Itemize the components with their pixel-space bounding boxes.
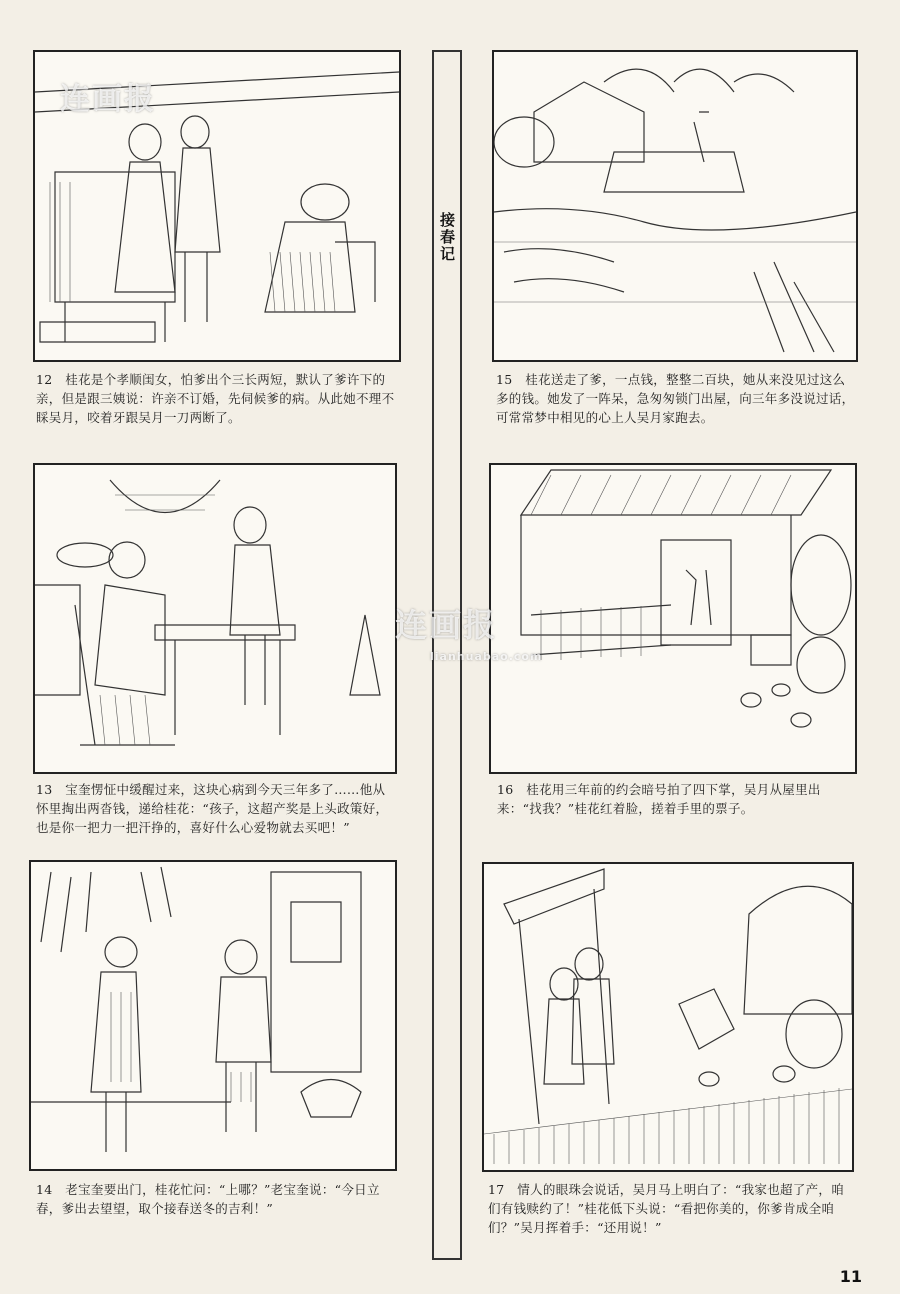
- watermark-url: lianhuabao.com: [430, 650, 543, 663]
- caption-15: 15 桂花送走了爹，一点钱，整整二百块，她从来没见过这么多的钱。她发了一阵呆，急匆匆锁门出屋，向三年多没说过话，可常常梦中相见的心上人吴月家跑去。: [496, 372, 855, 425]
- panel-17-illustration: [484, 864, 852, 1170]
- watermark-text-center: 连画报: [395, 606, 498, 644]
- comic-panel-16: [489, 463, 857, 774]
- caption-16: 16 桂花用三年前的约会暗号拍了四下掌，吴月从屋里出来：“找我？”桂花红着脸，搓着手里的票子。: [497, 782, 821, 816]
- caption-17: 17 情人的眼珠会说话，吴月马上明白了：“我家也超了产，咱们有钱赎约了！”桂花低下头说：“看把你美的，你爹肯成全咱们？”吴月挥着手：“还用说！”: [488, 1182, 844, 1235]
- comic-panel-14: [29, 860, 397, 1171]
- comic-panel-17: [482, 862, 854, 1172]
- comic-panel-15: [492, 50, 858, 362]
- panel-14-illustration: [31, 862, 395, 1169]
- caption-14: 14 老宝奎要出门，桂花忙问：“上哪？”老宝奎说：“今日立春，爹出去望望，取个接春送冬的吉利！”: [36, 1182, 380, 1216]
- comic-panel-13: [33, 463, 397, 774]
- watermark-text: 连画报: [60, 82, 156, 117]
- section-title: 接春记: [438, 212, 456, 263]
- panel-15-illustration: [494, 52, 856, 360]
- caption-12: 12 桂花是个孝顺闺女，怕爹出个三长两短，默认了爹许下的亲，但是跟三姨说：许亲不订婚，先伺候爹的病。从此她不理不睬吴月，咬着牙跟吴月一刀两断了。: [36, 372, 395, 425]
- panel-16-illustration: [491, 465, 855, 772]
- page-number: 11: [839, 1267, 862, 1286]
- panel-13-illustration: [35, 465, 395, 772]
- caption-13: 13 宝奎愣怔中缓醒过来，这块心病到今天三年多了……他从怀里掏出两沓钱，递给桂花：“孩子，这超产奖是上头政策好，也是你一把力一把汗挣的，喜好什么心爱物就去买吧！”: [36, 782, 389, 835]
